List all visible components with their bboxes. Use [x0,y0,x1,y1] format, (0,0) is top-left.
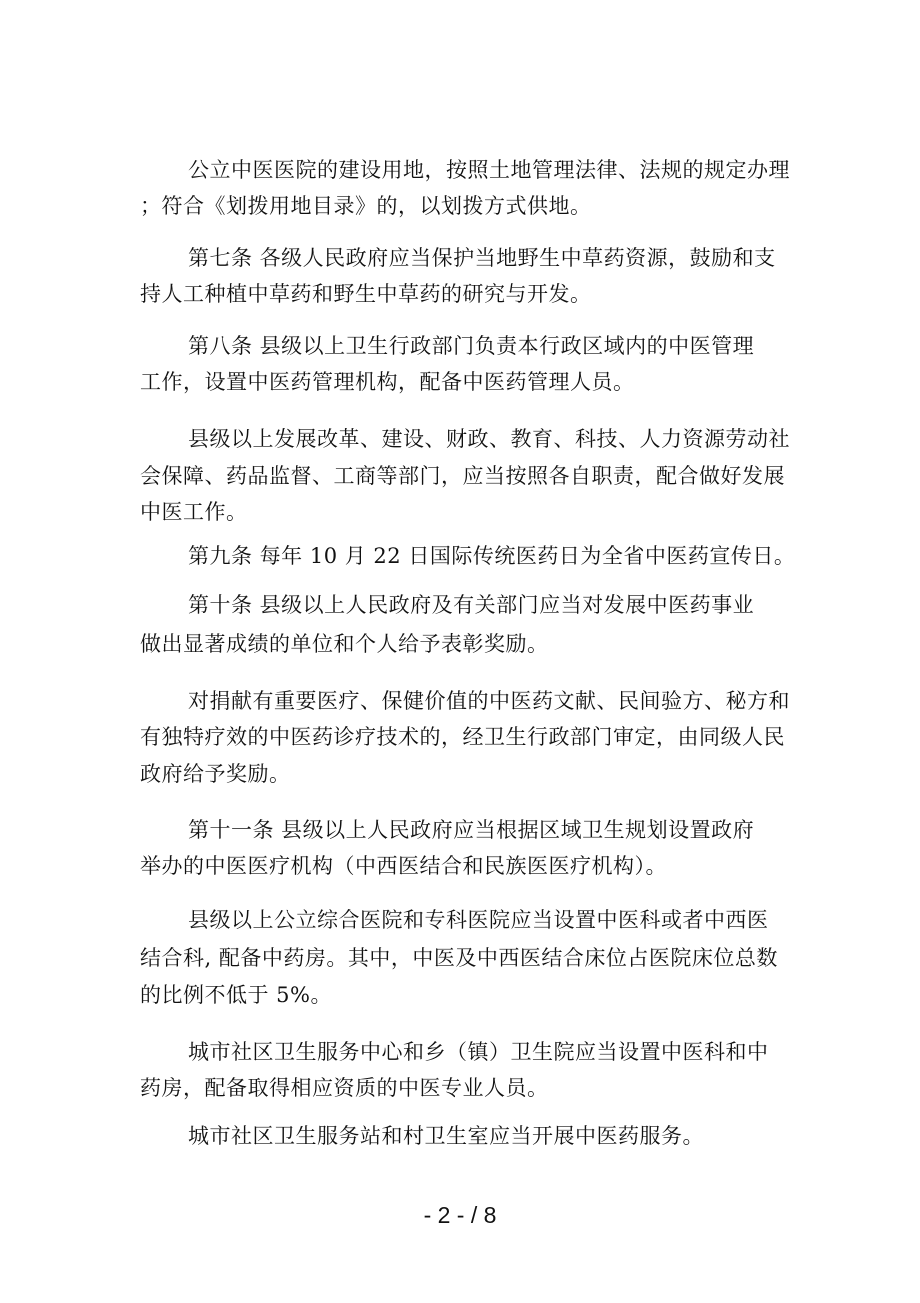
text-line: 第八条 县级以上卫生行政部门负责本行政区域内的中医管理 [188,334,755,358]
text-line: 做出显著成绩的单位和个人给予表彰奖励。 [140,632,549,656]
text-line: 对捐献有重要医疗、保健价值的中医药文献、民间验方、秘方和 [188,689,790,713]
text-line: ；符合《划拨用地目录》的，以划拨方式供地。 [140,194,592,218]
text-line: 有独特疗效的中医药诊疗技术的，经卫生行政部门审定，由同级人民 [140,725,785,749]
text-line: 举办的中医医疗机构（中西医结合和民族医医疗机构）。 [140,854,667,878]
text-line: 城市社区卫生服务中心和乡（镇）卫生院应当设置中医科和中 [188,1040,769,1064]
text-line: 县级以上发展改革、建设、财政、教育、科技、人力资源劳动社 [188,427,790,451]
text-line: 第十一条 县级以上人民政府应当根据区域卫生规划设置政府 [188,818,755,842]
text-line: 药房，配备取得相应资质的中医专业人员。 [140,1076,549,1100]
text-line: 第七条 各级人民政府应当保护当地野生中草药资源，鼓励和支 [188,246,776,270]
text-line: 城市社区卫生服务站和村卫生室应当开展中医药服务。 [188,1124,704,1148]
text-line: 持人工种植中草药和野生中草药的研究与开发。 [140,282,592,306]
text-line: 中医工作。 [140,500,248,524]
text-line: 工作，设置中医药管理机构，配备中医药管理人员。 [140,370,635,394]
text-line: 的比例不低于 5%。 [140,983,332,1007]
text-line: 第九条 每年 10 月 22 日国际传统医药日为全省中医药宣传日。 [188,544,796,568]
text-line: 结合科, 配备中药房。其中，中医及中西医结合床位占医院床位总数 [140,946,778,970]
text-line: 公立中医医院的建设用地，按照土地管理法律、法规的规定办理 [188,158,790,182]
text-line: 政府给予奖励。 [140,762,291,786]
page-number: - 2 - / 8 [423,1202,497,1228]
text-line: 第十条 县级以上人民政府及有关部门应当对发展中医药事业 [188,593,755,617]
text-line: 会保障、药品监督、工商等部门，应当按照各自职责，配合做好发展 [140,464,785,488]
text-line: 县级以上公立综合医院和专科医院应当设置中医科或者中西医 [188,908,769,932]
